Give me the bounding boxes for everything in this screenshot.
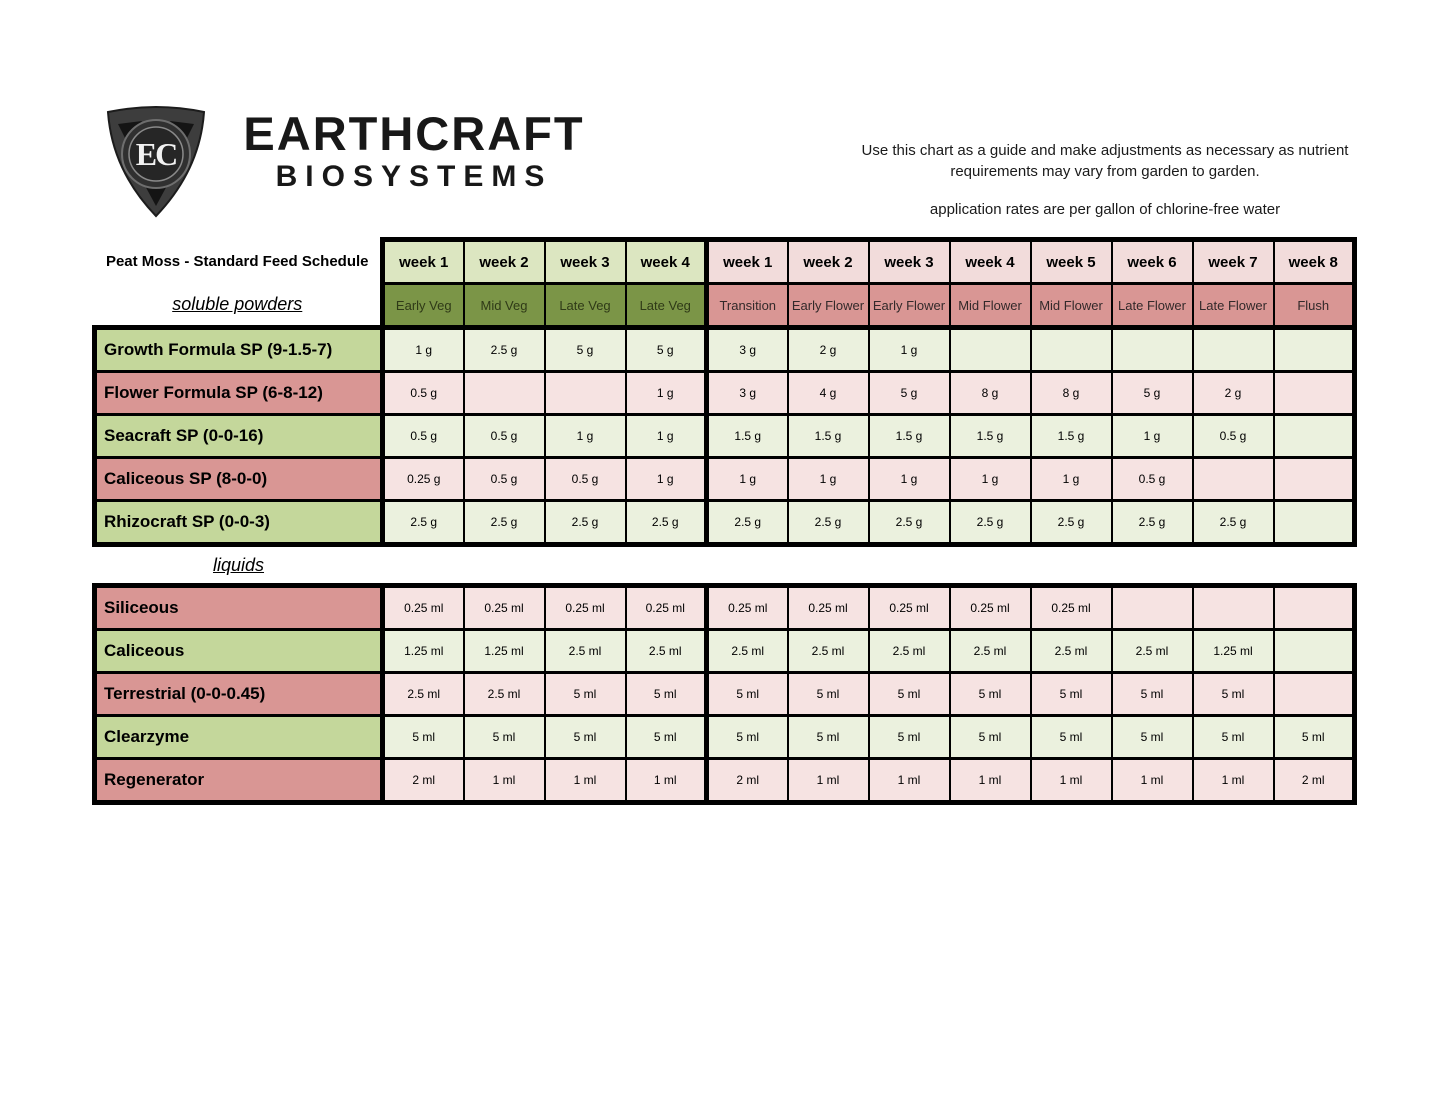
dose-cell: 0.5 g: [383, 415, 464, 458]
week-header-cell: week 3: [545, 240, 626, 284]
week-header-cell: week 2: [788, 240, 869, 284]
dose-cell: [1274, 372, 1355, 415]
dose-cell: 0.25 ml: [464, 586, 545, 630]
dose-cell: 8 g: [1031, 372, 1112, 415]
phase-header-cell: Late Flower: [1112, 284, 1193, 328]
dose-cell: 5 ml: [950, 716, 1031, 759]
dose-cell: 5 ml: [707, 716, 788, 759]
dose-cell: [1274, 501, 1355, 545]
week-header-cell: week 4: [950, 240, 1031, 284]
week-header-cell: week 8: [1274, 240, 1355, 284]
note-application-rate: application rates are per gallon of chlorine-free water: [929, 201, 1281, 218]
product-row: [95, 415, 1355, 458]
spacer-cell: [1112, 545, 1193, 586]
dose-cell: 1 g: [950, 458, 1031, 501]
dose-cell: [545, 372, 626, 415]
dose-cell: [1274, 458, 1355, 501]
dose-cell: 1 ml: [1031, 759, 1112, 803]
dose-cell: 2.5 g: [383, 501, 464, 545]
dose-cell: 0.25 ml: [950, 586, 1031, 630]
dose-cell: 4 g: [788, 372, 869, 415]
dose-cell: 1 ml: [545, 759, 626, 803]
dose-cell: 1 g: [383, 328, 464, 372]
dose-cell: 1 g: [626, 372, 707, 415]
dose-cell: 2.5 g: [626, 501, 707, 545]
brand-logo: [95, 100, 217, 225]
dose-cell: 0.25 ml: [788, 586, 869, 630]
dose-cell: [1112, 586, 1193, 630]
week-header-cell: week 2: [464, 240, 545, 284]
logo-monogram: EC: [135, 136, 177, 172]
dose-cell: 5 ml: [626, 673, 707, 716]
dose-cell: 0.5 g: [1193, 415, 1274, 458]
dose-cell: 5 ml: [950, 673, 1031, 716]
phase-header-cell: Late Veg: [626, 284, 707, 328]
product-row: [95, 759, 1355, 803]
feed-table: [92, 237, 1357, 805]
product-row: [95, 716, 1355, 759]
dose-cell: 2.5 ml: [545, 630, 626, 673]
dose-cell: 5 ml: [1112, 673, 1193, 716]
dose-cell: 2.5 g: [1031, 501, 1112, 545]
dose-cell: 1 g: [869, 328, 950, 372]
dose-cell: [1112, 328, 1193, 372]
brand-name: EARTHCRAFT: [243, 107, 585, 160]
earthcraft-logo-icon: [95, 100, 217, 220]
dose-cell: 1 g: [1031, 458, 1112, 501]
dose-cell: 1 g: [626, 415, 707, 458]
dose-cell: 5 ml: [626, 716, 707, 759]
dose-cell: 1.5 g: [950, 415, 1031, 458]
dose-cell: 2.5 ml: [1112, 630, 1193, 673]
dose-cell: [1274, 415, 1355, 458]
dose-cell: 0.5 g: [383, 372, 464, 415]
product-label: Terrestrial (0-0-0.45): [95, 673, 383, 716]
dose-cell: 5 ml: [545, 716, 626, 759]
dose-cell: [1193, 328, 1274, 372]
dose-cell: 5 ml: [545, 673, 626, 716]
dose-cell: [464, 372, 545, 415]
product-label: Siliceous: [95, 586, 383, 630]
brand-wordmark: [228, 107, 600, 194]
dose-cell: [1274, 328, 1355, 372]
dose-cell: 5 ml: [1031, 673, 1112, 716]
dose-cell: 2.5 g: [950, 501, 1031, 545]
product-label: Rhizocraft SP (0-0-3): [95, 501, 383, 545]
dose-cell: 2.5 g: [1193, 501, 1274, 545]
dose-cell: 2.5 ml: [950, 630, 1031, 673]
dose-cell: 2.5 ml: [626, 630, 707, 673]
dose-cell: 2.5 g: [1112, 501, 1193, 545]
dose-cell: 2 ml: [707, 759, 788, 803]
dose-cell: 5 ml: [869, 716, 950, 759]
product-label: Growth Formula SP (9-1.5-7): [95, 328, 383, 372]
dose-cell: 2.5 g: [545, 501, 626, 545]
dose-cell: 1 ml: [788, 759, 869, 803]
phase-header-cell: Mid Veg: [464, 284, 545, 328]
week-header-cell: week 1: [383, 240, 464, 284]
section-label-soluble-powders: soluble powders: [95, 284, 383, 328]
dose-cell: [1193, 458, 1274, 501]
dose-cell: 5 ml: [788, 716, 869, 759]
dose-cell: 2.5 g: [464, 501, 545, 545]
dose-cell: [1274, 673, 1355, 716]
dose-cell: 0.25 ml: [545, 586, 626, 630]
dose-cell: 2.5 ml: [869, 630, 950, 673]
dose-cell: 5 ml: [383, 716, 464, 759]
dose-cell: [950, 328, 1031, 372]
dose-cell: 1 ml: [1193, 759, 1274, 803]
dose-cell: 0.25 ml: [1031, 586, 1112, 630]
product-row: [95, 586, 1355, 630]
section-label-liquids: liquids: [95, 545, 383, 586]
dose-cell: 3 g: [707, 328, 788, 372]
dose-cell: 2.5 ml: [1031, 630, 1112, 673]
dose-cell: 0.5 g: [1112, 458, 1193, 501]
dose-cell: 3 g: [707, 372, 788, 415]
dose-cell: 2 g: [1193, 372, 1274, 415]
spacer-cell: [1274, 545, 1355, 586]
dose-cell: 0.5 g: [464, 458, 545, 501]
phase-header-row: [95, 284, 1355, 328]
dose-cell: 1.25 ml: [383, 630, 464, 673]
spacer-cell: [788, 545, 869, 586]
product-row: [95, 673, 1355, 716]
dose-cell: 2 g: [788, 328, 869, 372]
product-row: [95, 501, 1355, 545]
dose-cell: 2 ml: [1274, 759, 1355, 803]
dose-cell: 5 ml: [788, 673, 869, 716]
dose-cell: 1 ml: [464, 759, 545, 803]
dose-cell: 2.5 ml: [707, 630, 788, 673]
dose-cell: 1 ml: [950, 759, 1031, 803]
dose-cell: 0.5 g: [464, 415, 545, 458]
dose-cell: 0.25 ml: [626, 586, 707, 630]
product-row: [95, 458, 1355, 501]
week-header-cell: week 5: [1031, 240, 1112, 284]
dose-cell: 5 g: [545, 328, 626, 372]
dose-cell: 1.5 g: [1031, 415, 1112, 458]
dose-cell: 0.25 ml: [869, 586, 950, 630]
dose-cell: 1.25 ml: [464, 630, 545, 673]
dose-cell: 1 g: [545, 415, 626, 458]
spacer-cell: [464, 545, 545, 586]
spacer-cell: [545, 545, 626, 586]
dose-cell: 5 g: [869, 372, 950, 415]
product-row: [95, 630, 1355, 673]
week-header-cell: week 1: [707, 240, 788, 284]
dose-cell: 1 g: [626, 458, 707, 501]
product-row: [95, 372, 1355, 415]
product-label: Regenerator: [95, 759, 383, 803]
dose-cell: 1 g: [707, 458, 788, 501]
product-label: Clearzyme: [95, 716, 383, 759]
dose-cell: 2.5 ml: [383, 673, 464, 716]
dose-cell: 1 g: [869, 458, 950, 501]
spacer-cell: [383, 545, 464, 586]
spacer-cell: [869, 545, 950, 586]
dose-cell: 5 g: [626, 328, 707, 372]
usage-notes: [860, 140, 1350, 220]
dose-cell: 2.5 ml: [788, 630, 869, 673]
dose-cell: 1.5 g: [707, 415, 788, 458]
dose-cell: 5 ml: [869, 673, 950, 716]
phase-header-cell: Flush: [1274, 284, 1355, 328]
dose-cell: 1 g: [1112, 415, 1193, 458]
dose-cell: 5 ml: [1031, 716, 1112, 759]
week-header-cell: week 3: [869, 240, 950, 284]
note-guide: Use this chart as a guide and make adjustments as necessary as nutrient requirements may vary from garden to garden.: [861, 142, 1349, 180]
feed-schedule: [92, 237, 1357, 805]
dose-cell: 5 ml: [707, 673, 788, 716]
dose-cell: 1 ml: [1112, 759, 1193, 803]
phase-header-cell: Late Veg: [545, 284, 626, 328]
brand-subname: BIOSYSTEMS: [275, 160, 553, 193]
schedule-title: Peat Moss - Standard Feed Schedule: [95, 240, 383, 284]
week-header-row: [95, 240, 1355, 284]
dose-cell: 1.5 g: [788, 415, 869, 458]
dose-cell: 1 ml: [869, 759, 950, 803]
week-header-cell: week 6: [1112, 240, 1193, 284]
dose-cell: 0.5 g: [545, 458, 626, 501]
dose-cell: 2.5 ml: [464, 673, 545, 716]
week-header-cell: week 4: [626, 240, 707, 284]
dose-cell: 1 g: [788, 458, 869, 501]
spacer-cell: [626, 545, 707, 586]
spacer-cell: [1031, 545, 1112, 586]
section-spacer-row: [95, 545, 1355, 586]
phase-header-cell: Early Flower: [869, 284, 950, 328]
spacer-cell: [950, 545, 1031, 586]
dose-cell: 2 ml: [383, 759, 464, 803]
product-label: Caliceous: [95, 630, 383, 673]
dose-cell: 2.5 g: [707, 501, 788, 545]
dose-cell: 0.25 g: [383, 458, 464, 501]
dose-cell: [1193, 586, 1274, 630]
spacer-cell: [1193, 545, 1274, 586]
phase-header-cell: Mid Flower: [1031, 284, 1112, 328]
dose-cell: 5 ml: [464, 716, 545, 759]
product-label: Caliceous SP (8-0-0): [95, 458, 383, 501]
phase-header-cell: Late Flower: [1193, 284, 1274, 328]
dose-cell: [1031, 328, 1112, 372]
dose-cell: 1.5 g: [869, 415, 950, 458]
dose-cell: 2.5 g: [464, 328, 545, 372]
spacer-cell: [707, 545, 788, 586]
product-row: [95, 328, 1355, 372]
product-label: Flower Formula SP (6-8-12): [95, 372, 383, 415]
dose-cell: 5 g: [1112, 372, 1193, 415]
dose-cell: 1.25 ml: [1193, 630, 1274, 673]
dose-cell: 8 g: [950, 372, 1031, 415]
dose-cell: 5 ml: [1274, 716, 1355, 759]
dose-cell: 5 ml: [1193, 673, 1274, 716]
dose-cell: 0.25 ml: [707, 586, 788, 630]
dose-cell: 0.25 ml: [383, 586, 464, 630]
phase-header-cell: Early Flower: [788, 284, 869, 328]
dose-cell: 5 ml: [1193, 716, 1274, 759]
phase-header-cell: Early Veg: [383, 284, 464, 328]
phase-header-cell: Mid Flower: [950, 284, 1031, 328]
dose-cell: 2.5 g: [788, 501, 869, 545]
dose-cell: 2.5 g: [869, 501, 950, 545]
dose-cell: 1 ml: [626, 759, 707, 803]
phase-header-cell: Transition: [707, 284, 788, 328]
dose-cell: 5 ml: [1112, 716, 1193, 759]
dose-cell: [1274, 630, 1355, 673]
dose-cell: [1274, 586, 1355, 630]
week-header-cell: week 7: [1193, 240, 1274, 284]
product-label: Seacraft SP (0-0-16): [95, 415, 383, 458]
